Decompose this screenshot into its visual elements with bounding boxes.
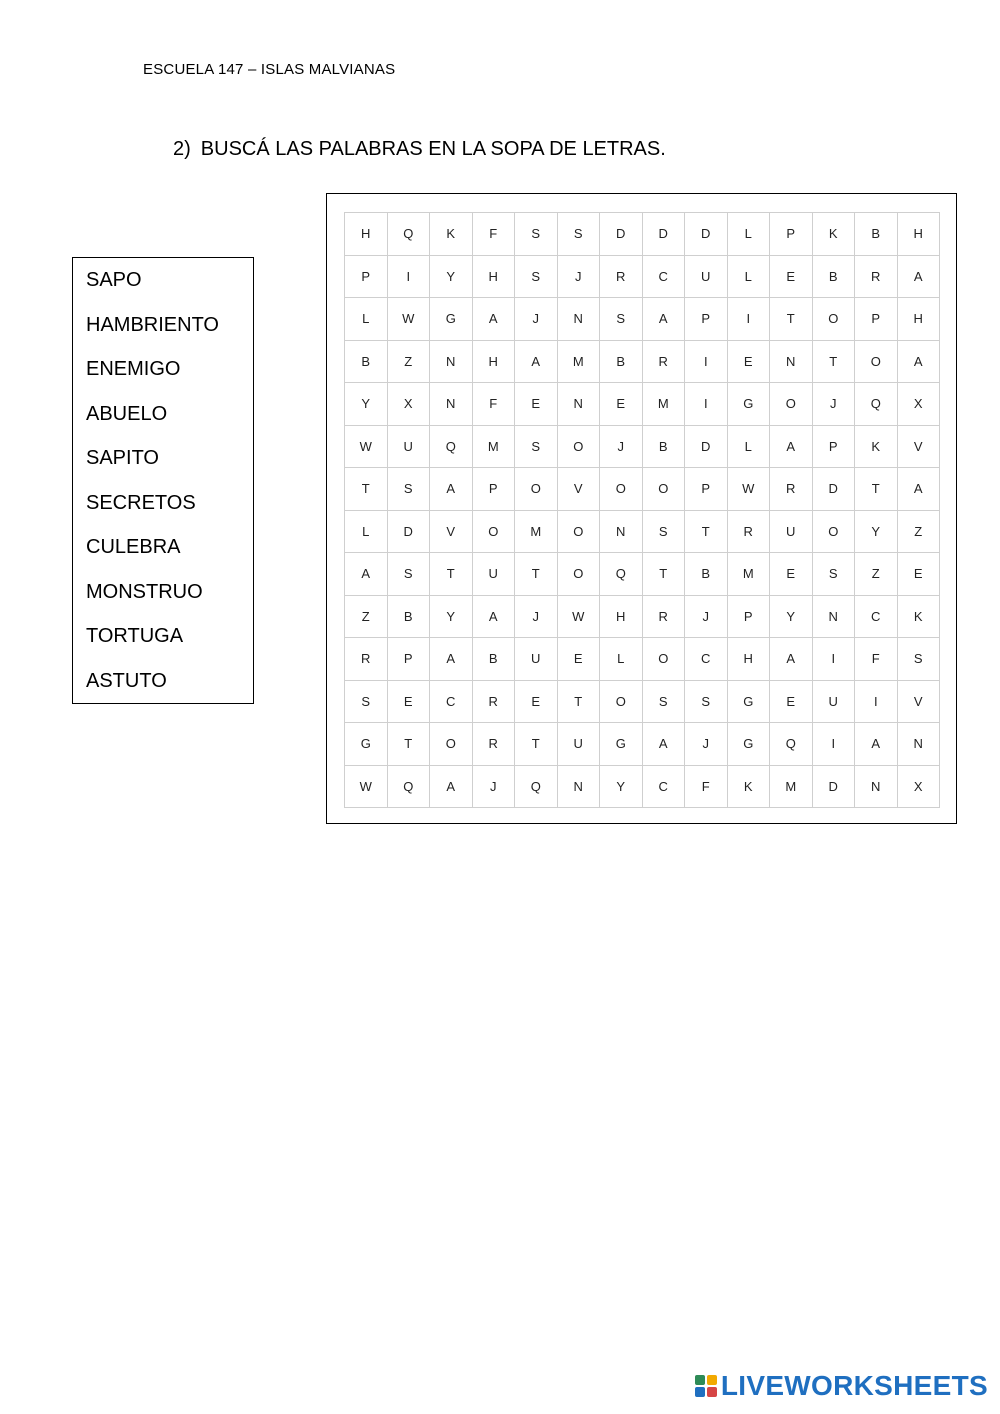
grid-cell[interactable]: F: [473, 213, 516, 256]
grid-cell[interactable]: K: [898, 596, 941, 639]
grid-cell[interactable]: T: [430, 553, 473, 596]
grid-cell[interactable]: A: [473, 596, 516, 639]
grid-cell[interactable]: E: [558, 638, 601, 681]
grid-cell[interactable]: D: [813, 468, 856, 511]
grid-cell[interactable]: T: [558, 681, 601, 724]
grid-cell[interactable]: A: [898, 341, 941, 384]
grid-cell[interactable]: R: [473, 723, 516, 766]
grid-cell[interactable]: R: [473, 681, 516, 724]
grid-cell[interactable]: L: [728, 426, 771, 469]
grid-cell[interactable]: F: [685, 766, 728, 809]
grid-cell[interactable]: I: [388, 256, 431, 299]
grid-cell[interactable]: T: [770, 298, 813, 341]
grid-cell[interactable]: U: [558, 723, 601, 766]
grid-cell[interactable]: O: [855, 341, 898, 384]
grid-cell[interactable]: D: [643, 213, 686, 256]
grid-cell[interactable]: M: [770, 766, 813, 809]
school-name: ESCUELA 147 – ISLAS MALVIANAS: [143, 61, 396, 78]
instruction: [173, 138, 666, 161]
grid-cell[interactable]: N: [770, 341, 813, 384]
grid-cell[interactable]: N: [813, 596, 856, 639]
grid-cell[interactable]: A: [643, 298, 686, 341]
grid-cell[interactable]: W: [558, 596, 601, 639]
grid-cell[interactable]: A: [473, 298, 516, 341]
grid-cell[interactable]: P: [855, 298, 898, 341]
grid-cell[interactable]: M: [643, 383, 686, 426]
grid-cell[interactable]: E: [515, 383, 558, 426]
grid-cell[interactable]: O: [600, 468, 643, 511]
grid-cell[interactable]: G: [430, 298, 473, 341]
instruction-number: 2): [173, 138, 191, 160]
grid-cell[interactable]: E: [770, 553, 813, 596]
grid-cell[interactable]: W: [728, 468, 771, 511]
grid-cell[interactable]: K: [813, 213, 856, 256]
grid-cell[interactable]: C: [685, 638, 728, 681]
grid-cell[interactable]: E: [600, 383, 643, 426]
grid-cell[interactable]: A: [770, 638, 813, 681]
grid-cell[interactable]: K: [855, 426, 898, 469]
grid-cell[interactable]: A: [515, 341, 558, 384]
word-list-box: [72, 257, 254, 704]
grid-cell[interactable]: B: [685, 553, 728, 596]
grid-cell[interactable]: J: [473, 766, 516, 809]
grid-cell[interactable]: W: [388, 298, 431, 341]
grid-cell[interactable]: G: [728, 383, 771, 426]
grid-cell[interactable]: G: [345, 723, 388, 766]
grid-cell[interactable]: Q: [515, 766, 558, 809]
word-list-item: SECRETOS: [86, 491, 196, 514]
grid-cell[interactable]: K: [728, 766, 771, 809]
grid-cell[interactable]: R: [855, 256, 898, 299]
grid-cell[interactable]: S: [345, 681, 388, 724]
grid-cell[interactable]: O: [558, 426, 601, 469]
grid-cell[interactable]: T: [643, 553, 686, 596]
grid-cell[interactable]: B: [600, 341, 643, 384]
word-list-item: MONSTRUO: [86, 580, 203, 603]
grid-cell[interactable]: U: [388, 426, 431, 469]
grid-cell[interactable]: V: [430, 511, 473, 554]
word-list-item: ENEMIGO: [86, 358, 181, 380]
grid-cell[interactable]: J: [685, 596, 728, 639]
grid-cell[interactable]: P: [770, 213, 813, 256]
grid-cell[interactable]: F: [473, 383, 516, 426]
grid-cell[interactable]: V: [898, 426, 941, 469]
grid-cell[interactable]: U: [770, 511, 813, 554]
grid-cell[interactable]: S: [515, 256, 558, 299]
grid-cell[interactable]: F: [855, 638, 898, 681]
grid-cell[interactable]: I: [855, 681, 898, 724]
grid-cell[interactable]: U: [473, 553, 516, 596]
grid-cell[interactable]: O: [558, 553, 601, 596]
grid-cell[interactable]: P: [388, 638, 431, 681]
grid-cell[interactable]: P: [685, 468, 728, 511]
grid-cell[interactable]: S: [600, 298, 643, 341]
grid-cell[interactable]: T: [685, 511, 728, 554]
grid-cell[interactable]: H: [728, 638, 771, 681]
grid-cell[interactable]: O: [430, 723, 473, 766]
grid-cell[interactable]: S: [685, 681, 728, 724]
grid-cell[interactable]: S: [515, 213, 558, 256]
grid-cell[interactable]: H: [898, 298, 941, 341]
grid-cell[interactable]: S: [813, 553, 856, 596]
grid-cell[interactable]: T: [813, 341, 856, 384]
grid-cell[interactable]: E: [770, 681, 813, 724]
grid-cell[interactable]: L: [728, 213, 771, 256]
word-search-grid: [344, 212, 940, 808]
grid-cell[interactable]: C: [643, 256, 686, 299]
grid-cell[interactable]: E: [898, 553, 941, 596]
grid-cell[interactable]: A: [898, 468, 941, 511]
grid-cell[interactable]: M: [558, 341, 601, 384]
grid-cell[interactable]: U: [515, 638, 558, 681]
grid-cell[interactable]: Z: [898, 511, 941, 554]
grid-cell[interactable]: L: [345, 511, 388, 554]
grid-cell[interactable]: E: [770, 256, 813, 299]
liveworksheets-logo-icon: [695, 1375, 717, 1397]
grid-cell[interactable]: Z: [388, 341, 431, 384]
grid-cell[interactable]: O: [813, 298, 856, 341]
instruction-text: BUSCÁ LAS PALABRAS EN LA SOPA DE LETRAS.: [200, 138, 666, 160]
grid-cell[interactable]: N: [558, 766, 601, 809]
grid-cell[interactable]: Y: [855, 511, 898, 554]
word-list-item: ABUELO: [86, 402, 168, 425]
grid-cell[interactable]: S: [643, 681, 686, 724]
grid-cell[interactable]: N: [855, 766, 898, 809]
grid-cell[interactable]: Q: [430, 426, 473, 469]
grid-cell[interactable]: A: [430, 638, 473, 681]
grid-cell[interactable]: S: [388, 468, 431, 511]
grid-cell[interactable]: H: [600, 596, 643, 639]
grid-cell[interactable]: U: [685, 256, 728, 299]
grid-cell[interactable]: D: [685, 426, 728, 469]
grid-cell[interactable]: N: [430, 341, 473, 384]
grid-cell[interactable]: K: [430, 213, 473, 256]
grid-cell[interactable]: Q: [770, 723, 813, 766]
grid-cell[interactable]: P: [728, 596, 771, 639]
grid-cell[interactable]: N: [600, 511, 643, 554]
grid-cell[interactable]: O: [600, 681, 643, 724]
grid-cell[interactable]: V: [558, 468, 601, 511]
grid-cell[interactable]: B: [345, 341, 388, 384]
grid-cell[interactable]: A: [770, 426, 813, 469]
grid-cell[interactable]: Y: [770, 596, 813, 639]
grid-cell[interactable]: J: [685, 723, 728, 766]
grid-cell[interactable]: S: [643, 511, 686, 554]
grid-cell[interactable]: G: [728, 723, 771, 766]
grid-cell[interactable]: H: [473, 341, 516, 384]
grid-cell[interactable]: X: [388, 383, 431, 426]
grid-cell[interactable]: D: [685, 213, 728, 256]
grid-cell[interactable]: R: [643, 341, 686, 384]
grid-cell[interactable]: Q: [388, 213, 431, 256]
grid-cell[interactable]: J: [515, 596, 558, 639]
grid-cell[interactable]: B: [473, 638, 516, 681]
grid-cell[interactable]: L: [728, 256, 771, 299]
grid-cell[interactable]: A: [430, 766, 473, 809]
grid-cell[interactable]: P: [813, 426, 856, 469]
grid-cell[interactable]: Q: [388, 766, 431, 809]
grid-cell[interactable]: T: [515, 553, 558, 596]
word-search-frame: [326, 193, 957, 824]
grid-cell[interactable]: E: [515, 681, 558, 724]
grid-cell[interactable]: Y: [345, 383, 388, 426]
word-list-item: SAPITO: [86, 447, 159, 469]
grid-cell[interactable]: B: [855, 213, 898, 256]
grid-cell[interactable]: P: [473, 468, 516, 511]
grid-cell[interactable]: B: [813, 256, 856, 299]
liveworksheets-logo: [695, 1372, 988, 1400]
grid-cell[interactable]: I: [813, 723, 856, 766]
word-list-item: TORTUGA: [86, 625, 184, 647]
grid-cell[interactable]: J: [813, 383, 856, 426]
grid-cell[interactable]: C: [430, 681, 473, 724]
grid-cell[interactable]: W: [345, 766, 388, 809]
grid-cell[interactable]: Z: [345, 596, 388, 639]
word-list-item: CULEBRA: [86, 536, 181, 558]
grid-cell[interactable]: R: [643, 596, 686, 639]
grid-cell[interactable]: I: [813, 638, 856, 681]
word-list-item: HAMBRIENTO: [86, 313, 219, 336]
grid-cell[interactable]: P: [685, 298, 728, 341]
word-list-item: SAPO: [86, 269, 142, 291]
grid-cell[interactable]: U: [813, 681, 856, 724]
grid-cell[interactable]: B: [388, 596, 431, 639]
grid-cell[interactable]: Q: [855, 383, 898, 426]
grid-cell[interactable]: P: [345, 256, 388, 299]
grid-cell[interactable]: O: [770, 383, 813, 426]
grid-cell[interactable]: T: [388, 723, 431, 766]
grid-cell[interactable]: C: [855, 596, 898, 639]
grid-cell[interactable]: S: [898, 638, 941, 681]
grid-cell[interactable]: L: [345, 298, 388, 341]
grid-cell[interactable]: T: [855, 468, 898, 511]
grid-cell[interactable]: R: [600, 256, 643, 299]
grid-cell[interactable]: W: [345, 426, 388, 469]
grid-cell[interactable]: O: [515, 468, 558, 511]
grid-cell[interactable]: J: [558, 256, 601, 299]
grid-cell[interactable]: O: [813, 511, 856, 554]
grid-cell[interactable]: Z: [855, 553, 898, 596]
grid-cell[interactable]: S: [515, 426, 558, 469]
word-list-item: ASTUTO: [86, 669, 167, 692]
grid-cell[interactable]: T: [515, 723, 558, 766]
grid-cell[interactable]: M: [473, 426, 516, 469]
grid-cell[interactable]: T: [345, 468, 388, 511]
grid-cell[interactable]: D: [600, 213, 643, 256]
grid-cell[interactable]: N: [558, 383, 601, 426]
grid-cell[interactable]: O: [643, 638, 686, 681]
grid-cell[interactable]: N: [430, 383, 473, 426]
grid-cell[interactable]: R: [728, 511, 771, 554]
grid-cell[interactable]: J: [600, 426, 643, 469]
grid-cell[interactable]: Y: [600, 766, 643, 809]
grid-cell[interactable]: D: [813, 766, 856, 809]
grid-cell[interactable]: C: [643, 766, 686, 809]
grid-cell[interactable]: Y: [430, 256, 473, 299]
grid-cell[interactable]: J: [515, 298, 558, 341]
grid-cell[interactable]: A: [643, 723, 686, 766]
grid-cell[interactable]: E: [728, 341, 771, 384]
grid-cell[interactable]: A: [855, 723, 898, 766]
grid-cell[interactable]: R: [345, 638, 388, 681]
grid-cell[interactable]: O: [558, 511, 601, 554]
grid-cell[interactable]: Y: [430, 596, 473, 639]
grid-cell[interactable]: D: [388, 511, 431, 554]
logo-text: LIVEWORKSHEETS: [720, 1370, 988, 1401]
grid-cell[interactable]: S: [558, 213, 601, 256]
grid-cell[interactable]: H: [345, 213, 388, 256]
grid-cell[interactable]: G: [600, 723, 643, 766]
grid-cell[interactable]: Q: [600, 553, 643, 596]
grid-cell[interactable]: M: [515, 511, 558, 554]
grid-cell[interactable]: I: [685, 383, 728, 426]
grid-cell[interactable]: I: [685, 341, 728, 384]
grid-cell[interactable]: E: [388, 681, 431, 724]
grid-cell[interactable]: N: [898, 723, 941, 766]
grid-cell[interactable]: S: [388, 553, 431, 596]
grid-cell[interactable]: A: [898, 256, 941, 299]
grid-cell[interactable]: L: [600, 638, 643, 681]
grid-cell[interactable]: X: [898, 766, 941, 809]
grid-cell[interactable]: N: [558, 298, 601, 341]
grid-cell[interactable]: O: [643, 468, 686, 511]
grid-cell[interactable]: A: [430, 468, 473, 511]
grid-cell[interactable]: X: [898, 383, 941, 426]
grid-cell[interactable]: G: [728, 681, 771, 724]
grid-cell[interactable]: M: [728, 553, 771, 596]
grid-cell[interactable]: I: [728, 298, 771, 341]
grid-cell[interactable]: O: [473, 511, 516, 554]
grid-cell[interactable]: V: [898, 681, 941, 724]
grid-cell[interactable]: A: [345, 553, 388, 596]
grid-cell[interactable]: R: [770, 468, 813, 511]
grid-cell[interactable]: H: [898, 213, 941, 256]
grid-cell[interactable]: B: [643, 426, 686, 469]
grid-cell[interactable]: H: [473, 256, 516, 299]
